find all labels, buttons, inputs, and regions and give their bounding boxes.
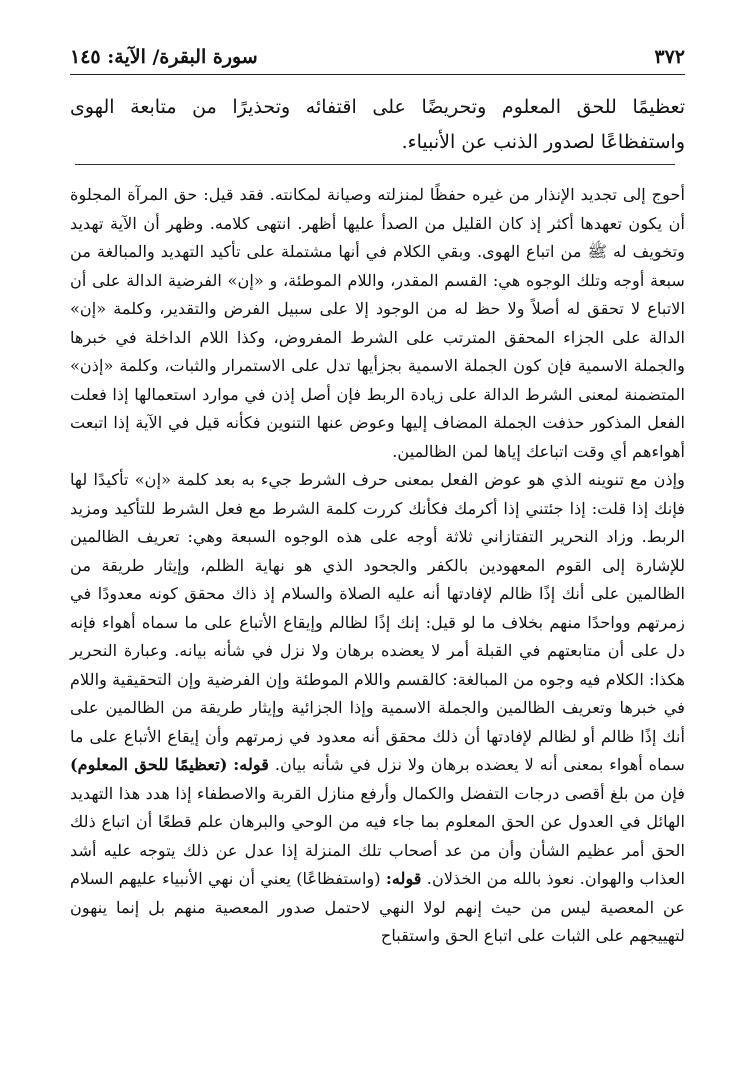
page-number: ٣٧٢ [654, 46, 685, 68]
commentary-body [70, 181, 685, 951]
commentary-paragraph-2: وإذن مع تنوينه الذي هو عوض الفعل بمعنى حرف الشرط جيء به بعد كلمة «إن» تأكيدًا لها فإنك إذا قلت: إذا جئتني إذا أكرمك فكأنك كررت كلمة الشرط مع فعل الشرط للتأكيد ومزيد الربط. وزاد النحرير التفتازاني ثلاثة أوجه على هذه الوجوه السبعة وهي: تعريف الظالمين للإشارة إلى القوم المعهودين بالكفر والجحود الذي هو نهاية الظلم، وإيثار طريقة من الظالمين على أنك إذًا ظالم لإفادتها أنه عليه الصلاة والسلام إذ ذاك محقق كونه معدودًا في زمرتهم وواحدًا منهم بخلاف ما لو قيل: إنك إذًا لظالم وإيقاع الأتباع على ما سماه أهواء فإنه دل على أن متابعتهم في القبلة أمر لا يعضده برهان ولا نزل في شأنه بيانه. وعبارة النحرير هكذا: الكلام فيه وجوه من المبالغة: كالقسم واللام الموطئة وإن الفرضية وإن التحقيقية واللام في خبرها وتعريف الظالمين والجملة الاسمية وإذا الجزائية وإيثار طريقة من الظالمين على أنك إذًا ظالم أو لظالم لإفادتها أن ذلك محقق أنه معدود في زمرتهم وأن إيقاع الأتباع على ما سماه أهواء بمعنى أنه لا يعضده برهان ولا نزل في شأنه بيان. [70, 470, 685, 774]
page-header [70, 40, 685, 75]
keyword-qawluhu-1: قوله: [233, 755, 269, 774]
commentary-paragraph-1: أحوج إلى تجديد الإنذار من غيره حفظًا لمنزلته وصيانة لمكانته. فقد قيل: حق المرآة المجلوة أن يكون تعهدها أكثر إذ كان القليل من الصدأ عليها أظهر. انتهى كلامه. وظهر أن الآية تهديد وتخويف له ﷺ من اتباع الهوى. وبقي الكلام في أنها مشتملة على تأكيد التهديد والمبالغة من سبعة أوجه وتلك الوجوه هي: القسم المقدر، واللام الموطئة، و «إن» الفرضية الدالة على أن الاتباع لا تحقق له أصلاً ولا حظ له من الوجود إلا على سبيل الفرض والتقدير، وكلمة «إن» الدالة على الجزاء المحقق المترتب على الشرط المفروض، وكذا اللام الداخلة في خبرها والجملة الاسمية فإن كون الجملة الاسمية بجزأيها تدل على الاستمرار والثبات، وكلمة «إذن» المتضمنة لمعنى الشرط الدالة على زيادة الربط فإن أصل إذن في موارد استعمالها إذا فعلت الفعل المذكور حذفت الجملة المضاف إليها وعوض عنها التنوين فكأنه قيل في الآية إذا اتبعت أهواءهم أي وقت اتباعك إياها لمن الظالمين. [70, 185, 685, 461]
surah-reference: سورة البقرة/ الآية: ١٤٥ [70, 46, 258, 68]
quoted-phrase-1: (تعظيمًا للحق المعلوم) [70, 755, 228, 774]
footnote-separator [75, 164, 675, 165]
keyword-qawluhu-2: قوله: [385, 869, 422, 888]
commentary-paragraph-3: فإن من بلغ أقصى درجات التفضل والكمال وأرفع منازل القربة والاصطفاء إذا هدد هذا التهديد الهائل في العدول عن الحق المعلوم بما جاء فيه من الوحي والبرهان علم قطعًا أن اتباع ذلك الحق أمر عظيم الشأن وأن من عد أصحاب تلك المنزلة إذا عدل عن ذلك يتوجه عليه أشد العذاب والهوان. نعوذ بالله من الخذلان. [70, 783, 685, 888]
tafsir-text: تعظيمًا للحق المعلوم وتحريضًا على اقتفائه وتحذيرًا من متابعة الهوى واستفظاعًا لصدور الذنب عن الأنبياء. [70, 96, 685, 153]
commentary-paragraph-4: (واستفظاعًا) يعني أن نهي الأنبياء عليهم السلام عن المعصية ليس من حيث إنهم لولا النهي لاحتمل صدور المعصية منهم بل إنما ينهون لتهييجهم على الثبات على اتباع الحق واستقباح [70, 869, 685, 945]
